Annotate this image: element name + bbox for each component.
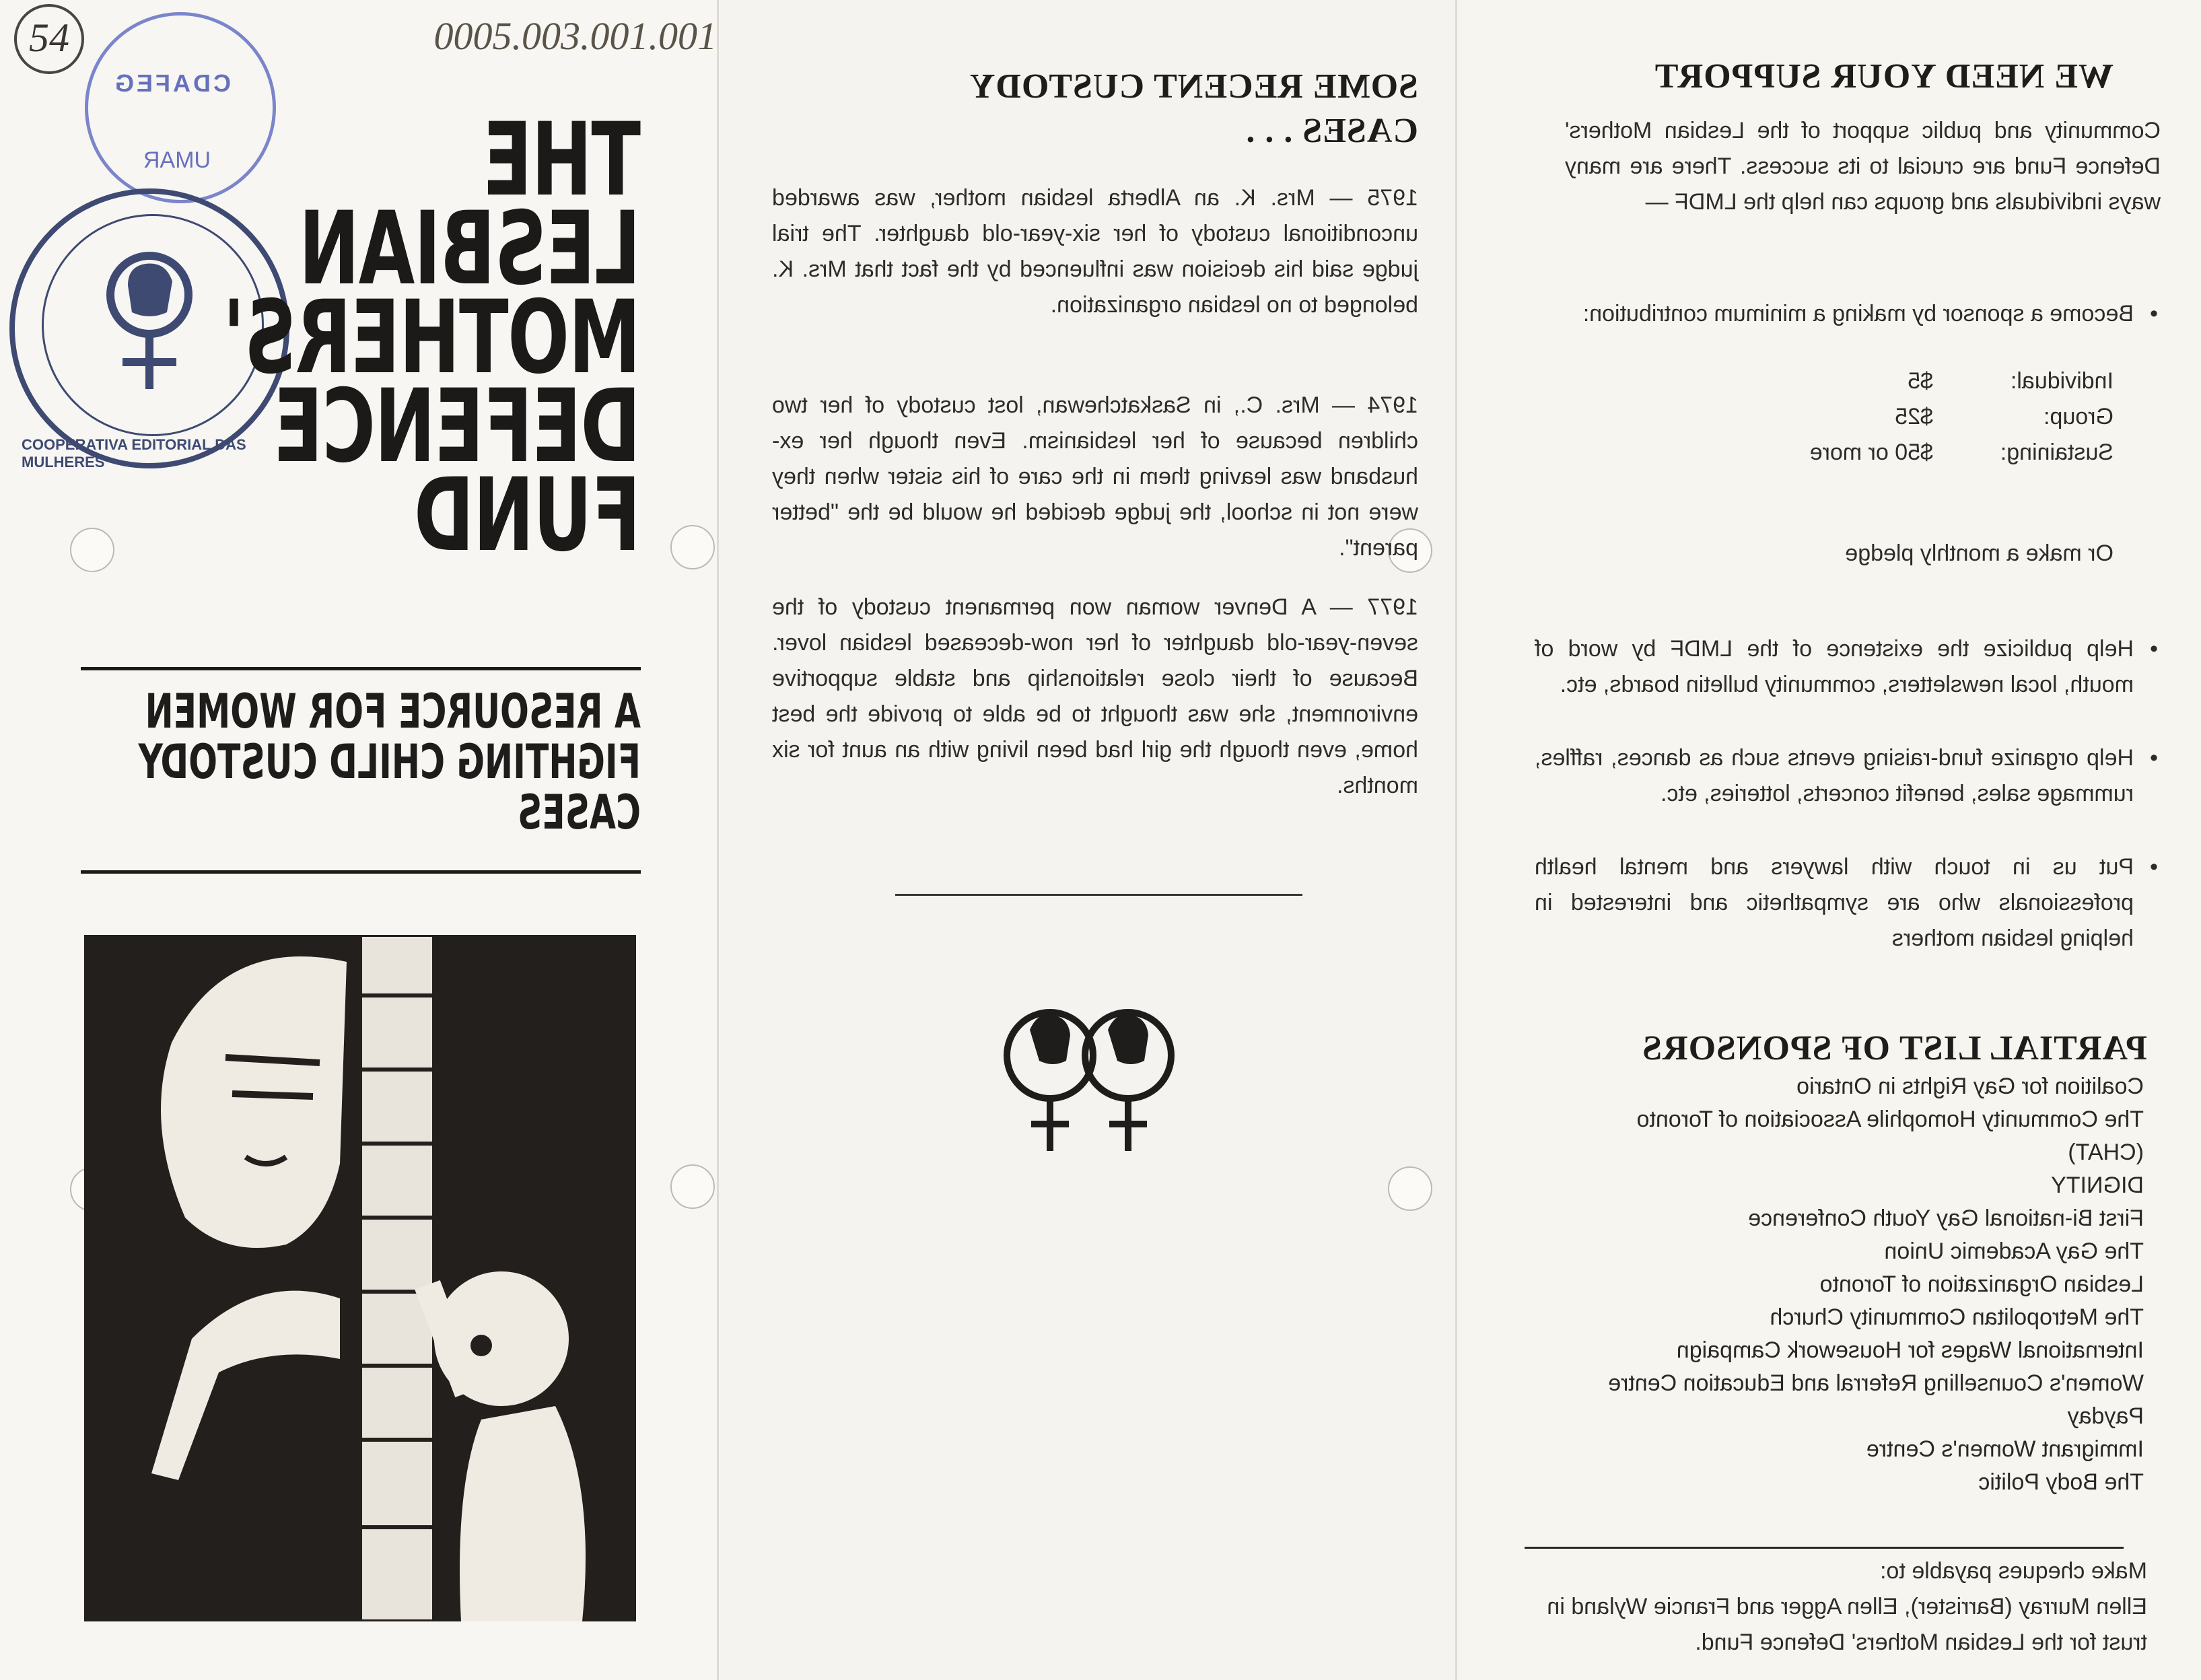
sponsor-item: Coalition for Gay Rights in Ontario — [1796, 1074, 2144, 1099]
womens-symbols-emblem — [989, 996, 1191, 1171]
title-rule — [81, 667, 641, 670]
case-1975: 1975 — Mrs. K. an Alberta lesbian mother, was awarded unconditional custody of her six-year-old daughter. The trial judge said his decision was influenced by the fact that Mrs. K. belonged to no lesbian organization. — [772, 185, 1418, 318]
contribution-amount: $25 — [1895, 404, 1933, 429]
title-line: THE — [483, 102, 641, 219]
contribution-table — [1642, 363, 2113, 470]
bullet-professionals: • Put us in touch with lawyers and mental health professionals who are sympathetic and interested in helping lesbian mothers — [1535, 849, 2134, 956]
brochure-title — [223, 102, 641, 574]
sponsor-item: Women's Counselling Referral and Education Centre — [1608, 1370, 2144, 1396]
contribution-amount: $50 or more — [1809, 440, 1933, 465]
sponsor-item: Lesbian Organization of Toronto — [1819, 1271, 2144, 1297]
support-heading: WE NEED YOUR SUPPORT — [1654, 57, 2113, 96]
punch-hole — [670, 1164, 715, 1209]
sponsor-item: The Community Homophile Association of Toronto — [1636, 1107, 2144, 1132]
fist-venus-icon — [82, 241, 217, 403]
contribution-label: Sustaining: — [2000, 440, 2113, 465]
title-line: LESBIAN — [300, 190, 641, 308]
sponsors-list — [1538, 1070, 2144, 1499]
title-rule — [81, 870, 641, 874]
contribution-row — [1642, 435, 2113, 470]
punch-hole — [1388, 1166, 1432, 1211]
bullet-fundraising: • Help organize fund-raising events such as dances, raffles, rummage sales, benefit concerts, lotteries, etc. — [1535, 740, 2134, 812]
archive-number: 0005.003.001.001 — [433, 14, 717, 58]
punch-hole — [70, 528, 114, 572]
case-1977: 1977 — A Denver woman won permanent custody of the seven-year-old daughter of her now-deceased lesbian lover. Because of their close relationship and stable supportive environment, she was thought to be able to provide the best home, even though the girl had been living with an aunt for six months. — [772, 594, 1418, 798]
contribution-row — [1642, 399, 2113, 435]
section-divider — [895, 894, 1302, 896]
library-stamp — [85, 12, 276, 203]
sponsor-bullet: • Become a sponsor by making a minimum contribution: — [1535, 296, 2134, 332]
sponsor-item: Immigrant Women's Centre — [1866, 1436, 2144, 1462]
case-1974: 1974 — Mrs. C., in Saskatchewan, lost custody of her two children because of her lesbianism. Even though her ex-husband was leaving them in the care of his sister when they were not in school, the judge decided he would be the "better parent". — [772, 392, 1418, 561]
sponsors-heading: PARTIAL LIST OF SPONSORS — [1642, 1029, 2147, 1068]
stamp-text: UMAR — [143, 147, 211, 173]
sponsor-item: Payday — [2067, 1403, 2144, 1429]
sponsor-item: First Bi-national Gay Youth Conference — [1748, 1205, 2144, 1231]
raised-fist-icon — [1030, 1014, 1070, 1064]
contribution-label: Group: — [2043, 404, 2113, 429]
contribution-row — [1642, 363, 2113, 399]
monthly-pledge: Or make a monthly pledge — [1845, 540, 2113, 566]
contribution-amount: $5 — [1908, 368, 1933, 394]
title-line: FUND — [415, 457, 641, 574]
punch-hole — [670, 525, 715, 569]
cheque-divider — [1525, 1547, 2124, 1549]
sponsor-item: The Metropolitan Community Church — [1770, 1304, 2144, 1330]
cheque-text: Ellen Murray (Barrister), Ellen Agger and Francie Wyland in trust for the Lesbian Mothers' Defence Fund. — [1547, 1594, 2147, 1655]
sponsor-item: International Wages for Housework Campaign — [1676, 1337, 2144, 1363]
raised-fist-icon — [1108, 1014, 1148, 1064]
cheque-heading: Make cheques payable to: — [1880, 1558, 2147, 1584]
title-line: MOTHERS' — [223, 279, 641, 396]
fold-line — [1455, 0, 1457, 1680]
sponsor-item: (CHAT) — [2068, 1140, 2144, 1165]
stamp-text: COOPERATIVA EDITORIAL DAS MULHERES — [22, 436, 246, 470]
contribution-label: Individual: — [2010, 368, 2113, 394]
bullet-publicize: • Help publicize the existence of the LMDF by word of mouth, local newsletters, community bulletin boards, etc. — [1535, 631, 2134, 703]
brochure-subtitle: A RESOURCE FOR WOMEN FIGHTING CHILD CUSTODY CASES — [138, 684, 641, 840]
sponsor-item: The Body Politic — [1978, 1469, 2144, 1495]
support-intro: Community and public support of the Lesbian Mothers' Defence Fund are crucial to its success. There are many ways individuals and groups can help the LMDF — — [1565, 118, 2161, 215]
cases-heading: SOME RECENT CUSTODY CASES . . . — [970, 67, 1418, 150]
fold-line — [717, 0, 719, 1680]
circled-number: 54 — [14, 4, 84, 74]
sponsor-item: The Gay Academic Union — [1884, 1238, 2144, 1264]
brick-column — [360, 935, 434, 1621]
stamp-text: CDAFEG — [112, 69, 231, 97]
mother-child-woodcut — [84, 935, 636, 1621]
title-line: DEFENCE — [274, 368, 641, 485]
sponsor-item: DIGNITY — [2051, 1172, 2144, 1198]
